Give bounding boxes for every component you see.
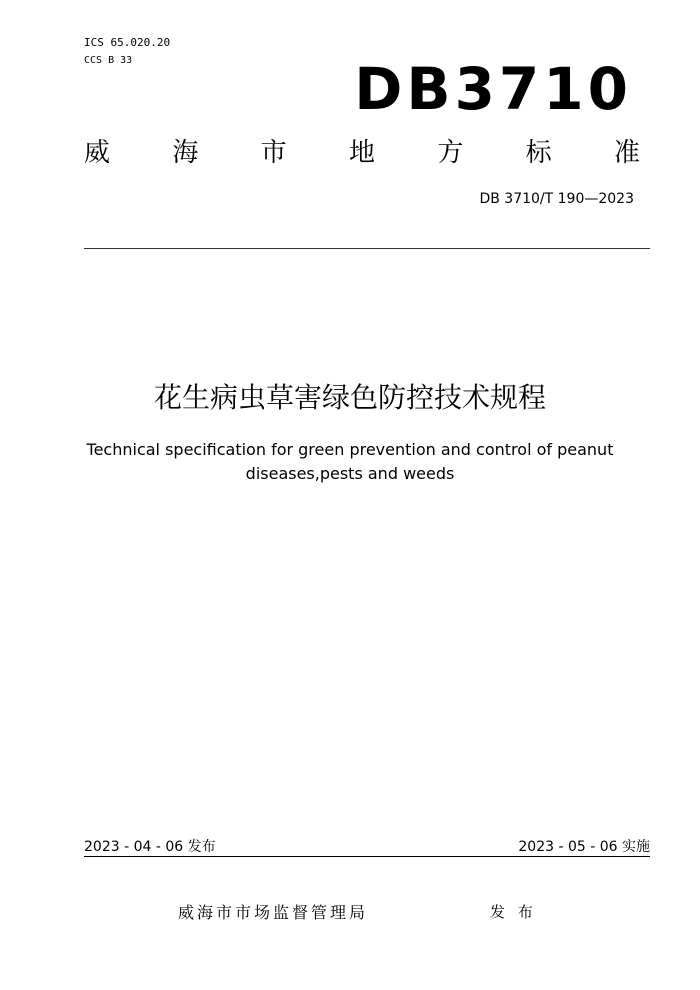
standard-type-char: 标 (525, 138, 552, 168)
standard-type-char: 海 (172, 138, 199, 168)
title-chinese: 花生病虫草害绿色防控技术规程 (153, 381, 546, 414)
standard-type-heading (84, 136, 640, 170)
standard-type-char: 方 (437, 138, 464, 168)
title-english-line-1: Technical specification for green prevention and control of peanut (86, 440, 614, 459)
standard-type-char: 准 (613, 138, 640, 168)
standard-type-char: 威 (84, 138, 111, 168)
ccs-code: CCS B 33 (84, 55, 133, 66)
footer-divider (84, 856, 650, 857)
db-code-logo: DB3710 (354, 55, 632, 123)
ics-code: ICS 65.020.20 (84, 36, 171, 49)
standard-type-char: 市 (260, 138, 287, 168)
issuing-authority: 威海市市场监督管理局 (178, 903, 369, 922)
publish-label: 发 布 (490, 903, 537, 921)
title-english (40, 438, 660, 486)
standard-type-char: 地 (348, 138, 375, 168)
header-divider (84, 248, 650, 249)
title-english-line-2: diseases,pests and weeds (245, 464, 455, 483)
issue-date: 2023 - 04 - 06 发布 (84, 839, 216, 855)
standard-number: DB 3710/T 190—2023 (479, 191, 634, 207)
implementation-date: 2023 - 05 - 06 实施 (518, 839, 650, 855)
